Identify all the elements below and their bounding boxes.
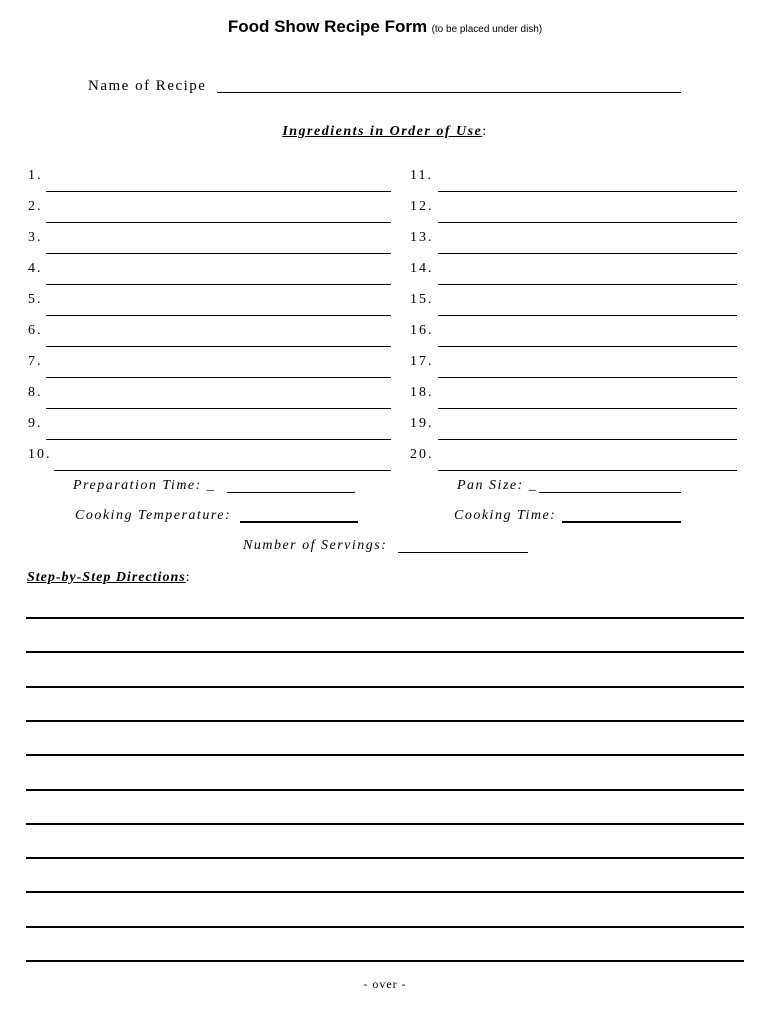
pan-size-field[interactable]: [539, 492, 681, 493]
ingredient-field[interactable]: [438, 222, 737, 223]
ingredient-number: 4.: [28, 261, 43, 276]
form-title: [0, 17, 770, 37]
ingredient-number: 1.: [28, 168, 43, 183]
ingredient-number: 17.: [410, 354, 434, 369]
ingredient-row: [410, 292, 737, 316]
prep-time-label: Preparation Time: _: [73, 478, 216, 493]
direction-line[interactable]: [26, 651, 744, 653]
ingredients-heading-text: Ingredients in Order of Use: [282, 124, 483, 139]
ingredient-field[interactable]: [46, 377, 391, 378]
cooking-temperature-label: Cooking Temperature:: [75, 508, 232, 523]
ingredient-field[interactable]: [46, 346, 391, 347]
ingredient-number: 11.: [410, 168, 433, 183]
ingredient-row: [410, 385, 737, 409]
ingredient-field[interactable]: [46, 222, 391, 223]
ingredient-field[interactable]: [46, 253, 391, 254]
ingredient-row: [410, 354, 737, 378]
ingredient-number: 18.: [410, 385, 434, 400]
direction-line[interactable]: [26, 720, 744, 722]
direction-line[interactable]: [26, 926, 744, 928]
ingredient-row: [28, 385, 391, 409]
ingredient-number: 12.: [410, 199, 434, 214]
ingredient-row: [410, 416, 737, 440]
direction-line[interactable]: [26, 960, 744, 962]
ingredient-field[interactable]: [438, 315, 737, 316]
ingredient-field[interactable]: [54, 470, 391, 471]
ingredient-number: 15.: [410, 292, 434, 307]
direction-line[interactable]: [26, 789, 744, 791]
recipe-name-label: Name of Recipe: [88, 78, 207, 94]
servings-label: Number of Servings:: [243, 538, 388, 553]
ingredient-row: [410, 230, 737, 254]
ingredient-row: [28, 447, 391, 471]
direction-line[interactable]: [26, 857, 744, 859]
ingredient-field[interactable]: [438, 284, 737, 285]
prep-time-field[interactable]: [227, 492, 355, 493]
direction-line[interactable]: [26, 823, 744, 825]
pan-size-label: Pan Size: _: [457, 478, 538, 493]
ingredient-field[interactable]: [46, 315, 391, 316]
ingredient-number: 5.: [28, 292, 43, 307]
ingredient-row: [410, 447, 737, 471]
ingredient-field[interactable]: [438, 191, 737, 192]
ingredient-number: 10.: [28, 447, 52, 462]
ingredient-row: [28, 416, 391, 440]
ingredient-field[interactable]: [46, 439, 391, 440]
ingredient-field[interactable]: [46, 191, 391, 192]
ingredients-heading-colon: :: [482, 124, 488, 139]
recipe-name-field[interactable]: [217, 92, 681, 93]
ingredient-row: [28, 292, 391, 316]
direction-line[interactable]: [26, 754, 744, 756]
ingredient-row: [410, 323, 737, 347]
cooking-time-label: Cooking Time:: [454, 508, 557, 523]
ingredient-field[interactable]: [438, 439, 737, 440]
ingredient-number: 19.: [410, 416, 434, 431]
ingredient-field[interactable]: [46, 284, 391, 285]
ingredient-number: 14.: [410, 261, 434, 276]
form-title-main: Food Show Recipe Form: [227, 17, 428, 36]
ingredient-field[interactable]: [438, 346, 737, 347]
ingredient-number: 9.: [28, 416, 43, 431]
ingredient-number: 8.: [28, 385, 43, 400]
ingredient-field[interactable]: [438, 377, 737, 378]
ingredient-row: [28, 199, 391, 223]
ingredient-row: [28, 261, 391, 285]
cooking-time-field[interactable]: [562, 521, 681, 523]
ingredient-row: [28, 168, 391, 192]
ingredient-row: [28, 323, 391, 347]
ingredient-number: 6.: [28, 323, 43, 338]
form-title-subtitle: (to be placed under dish): [431, 24, 543, 35]
cooking-temperature-field[interactable]: [240, 521, 358, 523]
ingredient-row: [410, 199, 737, 223]
ingredient-row: [28, 230, 391, 254]
ingredient-number: 2.: [28, 199, 43, 214]
servings-field[interactable]: [398, 552, 528, 553]
ingredient-field[interactable]: [438, 470, 737, 471]
ingredient-row: [28, 354, 391, 378]
ingredient-number: 3.: [28, 230, 43, 245]
direction-line[interactable]: [26, 617, 744, 619]
directions-heading-text: Step-by-Step Directions: [27, 570, 186, 585]
direction-line[interactable]: [26, 891, 744, 893]
ingredient-field[interactable]: [438, 253, 737, 254]
directions-heading-colon: :: [185, 570, 191, 585]
ingredient-number: 20.: [410, 447, 434, 462]
ingredient-number: 16.: [410, 323, 434, 338]
ingredient-row: [410, 168, 737, 192]
ingredient-number: 13.: [410, 230, 434, 245]
ingredient-field[interactable]: [438, 408, 737, 409]
ingredients-heading: [0, 124, 770, 140]
ingredient-field[interactable]: [46, 408, 391, 409]
directions-heading: [27, 570, 191, 586]
direction-line[interactable]: [26, 686, 744, 688]
footer-over: - over -: [363, 977, 407, 991]
ingredient-row: [410, 261, 737, 285]
ingredient-number: 7.: [28, 354, 43, 369]
